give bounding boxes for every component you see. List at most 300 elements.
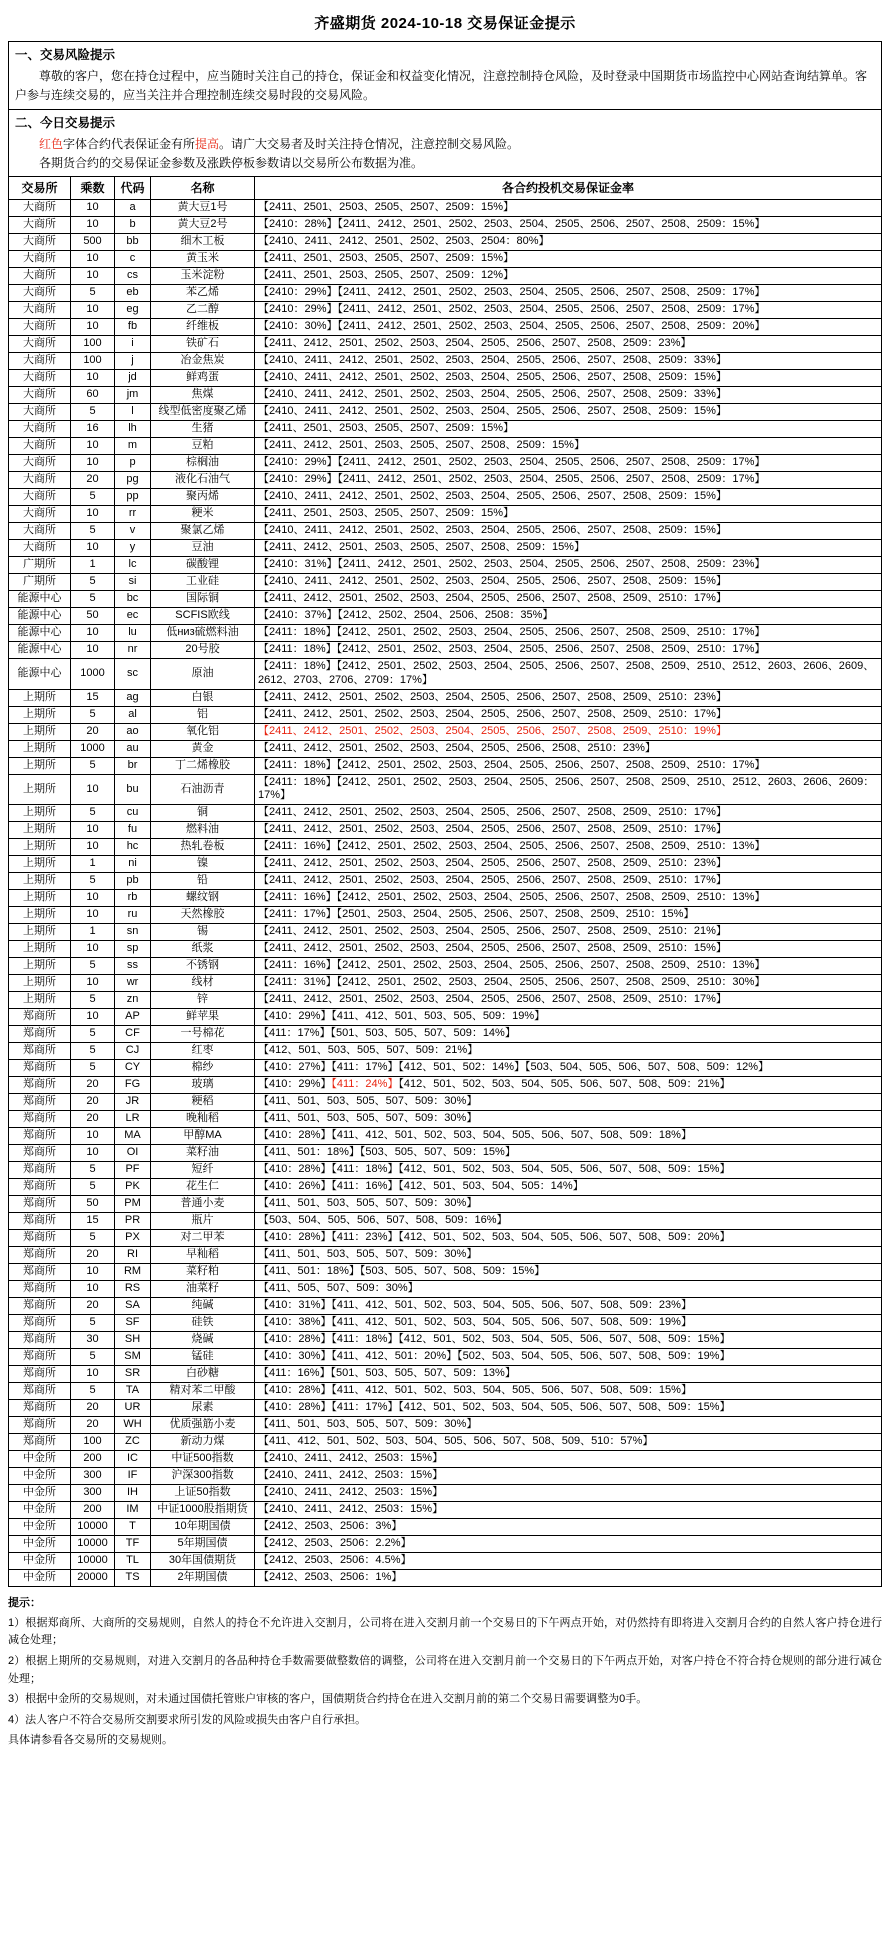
cell-name: 甲醇MA (151, 1128, 255, 1145)
table-row (9, 1264, 882, 1281)
today-notice-mid: 字体合约代表保证金有所 (63, 136, 196, 151)
cell-rate: 【410：30%】【411、412、501：20%】【502、503、504、505、506、507、508、509：19%】 (255, 1349, 882, 1366)
cell-code: ZC (115, 1434, 151, 1451)
cell-rate: 【2411、2412、2501、2502、2503、2504、2505、2506、2507、2508、2509、2510：23%】 (255, 856, 882, 873)
table-row (9, 472, 882, 489)
cell-exchange: 上期所 (9, 740, 71, 757)
cell-multiplier: 10 (71, 1366, 115, 1383)
table-row (9, 370, 882, 387)
cell-multiplier: 15 (71, 689, 115, 706)
cell-name: 新动力煤 (151, 1434, 255, 1451)
cell-code: sn (115, 924, 151, 941)
cell-rate: 【2412、2503、2506：1%】 (255, 1570, 882, 1587)
cell-code: RI (115, 1247, 151, 1264)
cell-rate: 【2410：30%】【2411、2412、2501、2502、2503、2504、2505、2506、2507、2508、2509：20%】 (255, 319, 882, 336)
table-row (9, 574, 882, 591)
cell-code: fb (115, 319, 151, 336)
cell-name: 上证50指数 (151, 1485, 255, 1502)
cell-code: TF (115, 1536, 151, 1553)
table-row (9, 336, 882, 353)
cell-exchange: 上期所 (9, 924, 71, 941)
cell-multiplier: 1000 (71, 740, 115, 757)
footer-notes (8, 1587, 882, 1750)
cell-code: FG (115, 1077, 151, 1094)
cell-name: 原油 (151, 659, 255, 690)
table-row (9, 404, 882, 421)
cell-multiplier: 5 (71, 1162, 115, 1179)
footer-heading: 提示： (8, 1597, 41, 1610)
cell-name: 螺纹钢 (151, 890, 255, 907)
cell-exchange: 大商所 (9, 489, 71, 506)
cell-multiplier: 500 (71, 234, 115, 251)
cell-code: y (115, 540, 151, 557)
cell-exchange: 郑商所 (9, 1417, 71, 1434)
cell-rate: 【2411、2501、2503、2505、2507、2509：15%】 (255, 506, 882, 523)
cell-exchange: 郑商所 (9, 1162, 71, 1179)
cell-code: bu (115, 774, 151, 805)
cell-rate: 【2410、2411、2412、2503：15%】 (255, 1451, 882, 1468)
cell-name: 锡 (151, 924, 255, 941)
cell-rate: 【2411、2501、2503、2505、2507、2509：15%】 (255, 421, 882, 438)
page-title: 齐盛期货 2024-10-18 交易保证金提示 (314, 15, 576, 32)
cell-code: si (115, 574, 151, 591)
cell-name: 沪深300指数 (151, 1468, 255, 1485)
cell-rate: 【2411：18%】【2412、2501、2502、2503、2504、2505、2506、2507、2508、2509、2510、2512、2603、2606、2609、2612、2703、2706、2709：17%】 (255, 659, 882, 690)
cell-code: RS (115, 1281, 151, 1298)
cell-code: AP (115, 1009, 151, 1026)
cell-exchange: 郑商所 (9, 1298, 71, 1315)
cell-code: ec (115, 608, 151, 625)
table-row (9, 506, 882, 523)
table-row (9, 740, 882, 757)
table-row (9, 822, 882, 839)
cell-name: 丁二烯橡胶 (151, 757, 255, 774)
table-row (9, 1502, 882, 1519)
cell-rate: 【411、501、503、505、507、509：30%】 (255, 1417, 882, 1434)
cell-multiplier: 10 (71, 370, 115, 387)
footer-note: 4）法人客户不符合交易所交割要求所引发的风险或损失由客户自行承担。 (8, 1713, 367, 1726)
table-row (9, 285, 882, 302)
cell-multiplier: 10 (71, 455, 115, 472)
cell-exchange: 大商所 (9, 217, 71, 234)
cell-name: 尿素 (151, 1400, 255, 1417)
cell-code: MA (115, 1128, 151, 1145)
cell-name: 棉纱 (151, 1060, 255, 1077)
cell-rate: 【2410：29%】【2411、2412、2501、2502、2503、2504、2505、2506、2507、2508、2509：17%】 (255, 302, 882, 319)
col-rate: 各合约投机交易保证金率 (255, 177, 882, 200)
table-row (9, 1468, 882, 1485)
table-row (9, 1179, 882, 1196)
table-row (9, 1366, 882, 1383)
cell-name: 燃料油 (151, 822, 255, 839)
cell-name: 镍 (151, 856, 255, 873)
cell-multiplier: 10 (71, 642, 115, 659)
cell-exchange: 能源中心 (9, 591, 71, 608)
cell-code: ni (115, 856, 151, 873)
cell-exchange: 上期所 (9, 757, 71, 774)
table-row (9, 723, 882, 740)
table-row (9, 1162, 882, 1179)
cell-multiplier: 5 (71, 757, 115, 774)
cell-rate: 【411、501、503、505、507、509：30%】 (255, 1111, 882, 1128)
cell-exchange: 上期所 (9, 890, 71, 907)
cell-name: 油菜籽 (151, 1281, 255, 1298)
margin-rate-table (8, 176, 882, 1587)
cell-rate: 【2411、2412、2501、2502、2503、2504、2505、2506、2507、2508、2509、2510：17%】 (255, 805, 882, 822)
cell-exchange: 大商所 (9, 251, 71, 268)
table-row (9, 689, 882, 706)
cell-rate: 【2411、2412、2501、2502、2503、2504、2505、2506、2507、2508、2509、2510：17%】 (255, 822, 882, 839)
cell-rate: 【411、501、503、505、507、509：30%】 (255, 1196, 882, 1213)
notice-box (8, 41, 882, 176)
cell-name: 普通小麦 (151, 1196, 255, 1213)
table-row (9, 873, 882, 890)
cell-exchange: 郑商所 (9, 1383, 71, 1400)
cell-rate: 【2411、2412、2501、2502、2503、2504、2505、2506、2507、2508、2509、2510：21%】 (255, 924, 882, 941)
cell-code: fu (115, 822, 151, 839)
today-notice-heading: 二、今日交易提示 (15, 115, 116, 130)
cell-multiplier: 5 (71, 404, 115, 421)
cell-exchange: 广期所 (9, 557, 71, 574)
cell-code: bc (115, 591, 151, 608)
table-row (9, 1417, 882, 1434)
cell-multiplier: 20 (71, 1077, 115, 1094)
cell-exchange: 郑商所 (9, 1281, 71, 1298)
cell-code: j (115, 353, 151, 370)
cell-multiplier: 10 (71, 1281, 115, 1298)
cell-exchange: 郑商所 (9, 1315, 71, 1332)
cell-rate: 【2411、2412、2501、2502、2503、2504、2505、2506、2508、2510：23%】 (255, 740, 882, 757)
table-row (9, 1281, 882, 1298)
cell-rate: 【410：28%】【411、412、501、502、503、504、505、506、507、508、509：18%】 (255, 1128, 882, 1145)
cell-multiplier: 100 (71, 353, 115, 370)
cell-code: p (115, 455, 151, 472)
cell-code: au (115, 740, 151, 757)
table-row (9, 234, 882, 251)
table-row (9, 217, 882, 234)
cell-rate: 【2411、2412、2501、2502、2503、2504、2505、2506、2507、2508、2509、2510：23%】 (255, 689, 882, 706)
cell-name: 豆粕 (151, 438, 255, 455)
cell-rate: 【2410、2411、2412、2503：15%】 (255, 1468, 882, 1485)
cell-code: lc (115, 557, 151, 574)
table-row (9, 625, 882, 642)
cell-name: 2年期国债 (151, 1570, 255, 1587)
cell-multiplier: 5 (71, 1383, 115, 1400)
cell-multiplier: 5 (71, 1026, 115, 1043)
cell-code: ao (115, 723, 151, 740)
cell-code: v (115, 523, 151, 540)
table-row (9, 1451, 882, 1468)
cell-code: pg (115, 472, 151, 489)
cell-rate: 【2411：18%】【2412、2501、2502、2503、2504、2505、2506、2507、2508、2509、2510、2512、2603、2606、2609：17%】 (255, 774, 882, 805)
cell-rate: 【2412、2503、2506：4.5%】 (255, 1553, 882, 1570)
cell-exchange: 郑商所 (9, 1230, 71, 1247)
cell-code: PM (115, 1196, 151, 1213)
cell-exchange: 能源中心 (9, 659, 71, 690)
cell-name: 石油沥青 (151, 774, 255, 805)
cell-code: CJ (115, 1043, 151, 1060)
table-row (9, 523, 882, 540)
cell-multiplier: 5 (71, 992, 115, 1009)
cell-rate: 【2410：28%】【2411、2412、2501、2502、2503、2504、2505、2506、2507、2508、2509：15%】 (255, 217, 882, 234)
col-code: 代码 (115, 177, 151, 200)
table-row (9, 1230, 882, 1247)
cell-multiplier: 1000 (71, 659, 115, 690)
cell-name: 对二甲苯 (151, 1230, 255, 1247)
cell-exchange: 大商所 (9, 472, 71, 489)
table-row (9, 1400, 882, 1417)
cell-name: 不锈钢 (151, 958, 255, 975)
table-row (9, 1553, 882, 1570)
cell-name: 苯乙烯 (151, 285, 255, 302)
cell-exchange: 上期所 (9, 706, 71, 723)
cell-multiplier: 20 (71, 1298, 115, 1315)
cell-multiplier: 10 (71, 217, 115, 234)
cell-name: 白砂糖 (151, 1366, 255, 1383)
footer-note: 2）根据上期所的交易规则，对进入交割月的各品种持仓手数需要做整数倍的调整，公司将在进入交割月前一个交易日的下午两点开始，对客户持仓不符合持仓规则的部分进行减仓处理； (8, 1654, 882, 1685)
cell-name: 铝 (151, 706, 255, 723)
cell-multiplier: 10000 (71, 1553, 115, 1570)
cell-rate: 【410：38%】【411、412、501、502、503、504、505、506、507、508、509：19%】 (255, 1315, 882, 1332)
cell-rate: 【411、505、507、509：30%】 (255, 1281, 882, 1298)
cell-exchange: 大商所 (9, 455, 71, 472)
cell-exchange: 郑商所 (9, 1247, 71, 1264)
cell-name: 硅铁 (151, 1315, 255, 1332)
cell-name: 氧化铝 (151, 723, 255, 740)
cell-exchange: 大商所 (9, 421, 71, 438)
cell-code: rr (115, 506, 151, 523)
cell-multiplier: 50 (71, 608, 115, 625)
table-row (9, 659, 882, 690)
table-row (9, 1213, 882, 1230)
cell-name: 10年期国债 (151, 1519, 255, 1536)
table-row (9, 1332, 882, 1349)
cell-exchange: 大商所 (9, 285, 71, 302)
cell-multiplier: 300 (71, 1468, 115, 1485)
cell-multiplier: 10 (71, 438, 115, 455)
cell-exchange: 郑商所 (9, 1094, 71, 1111)
cell-multiplier: 10 (71, 251, 115, 268)
cell-multiplier: 5 (71, 285, 115, 302)
cell-name: 焦煤 (151, 387, 255, 404)
cell-exchange: 上期所 (9, 941, 71, 958)
cell-rate: 【2410、2411、2412、2501、2502、2503、2504、2505、2506、2507、2508、2509：15%】 (255, 489, 882, 506)
cell-name: 热轧卷板 (151, 839, 255, 856)
cell-multiplier: 5 (71, 1043, 115, 1060)
today-notice-line-1 (15, 135, 875, 154)
cell-rate: 【410：28%】【411：23%】【412、501、502、503、504、505、506、507、508、509：20%】 (255, 1230, 882, 1247)
cell-rate: 【411、501、503、505、507、509：30%】 (255, 1247, 882, 1264)
cell-exchange: 郑商所 (9, 1026, 71, 1043)
cell-rate: 【2410：37%】【2412、2502、2504、2506、2508：35%】 (255, 608, 882, 625)
cell-rate: 【2411、2412、2501、2503、2505、2507、2508、2509：15%】 (255, 438, 882, 455)
cell-name: 低низ硫燃料油 (151, 625, 255, 642)
col-exchange: 交易所 (9, 177, 71, 200)
cell-code: TA (115, 1383, 151, 1400)
cell-multiplier: 10 (71, 839, 115, 856)
cell-exchange: 上期所 (9, 975, 71, 992)
cell-multiplier: 5 (71, 958, 115, 975)
cell-exchange: 郑商所 (9, 1349, 71, 1366)
cell-multiplier: 5 (71, 706, 115, 723)
cell-exchange: 大商所 (9, 523, 71, 540)
cell-rate: 【2410、2411、2412、2501、2502、2503、2504、2505、2506、2507、2508、2509：15%】 (255, 574, 882, 591)
cell-code: eb (115, 285, 151, 302)
cell-code: m (115, 438, 151, 455)
cell-exchange: 能源中心 (9, 608, 71, 625)
cell-exchange: 郑商所 (9, 1111, 71, 1128)
cell-code: ru (115, 907, 151, 924)
cell-name: SCFIS欧线 (151, 608, 255, 625)
cell-name: 优质强筋小麦 (151, 1417, 255, 1434)
cell-exchange: 大商所 (9, 234, 71, 251)
cell-name: 线型低密度聚乙烯 (151, 404, 255, 421)
cell-rate: 【2411：17%】【2501、2503、2504、2505、2506、2507、2508、2509、2510：15%】 (255, 907, 882, 924)
cell-multiplier: 10 (71, 1009, 115, 1026)
cell-name: 黄大豆1号 (151, 200, 255, 217)
table-row (9, 642, 882, 659)
cell-rate: 【2411：18%】【2412、2501、2502、2503、2504、2505、2506、2507、2508、2509、2510：17%】 (255, 625, 882, 642)
cell-rate: 【410：31%】【411、412、501、502、503、504、505、506、507、508、509：23%】 (255, 1298, 882, 1315)
risk-notice-section (9, 42, 881, 109)
cell-multiplier: 10 (71, 774, 115, 805)
cell-rate: 【410：28%】【411：18%】【412、501、502、503、504、505、506、507、508、509：15%】 (255, 1332, 882, 1349)
cell-rate: 【2411：16%】【2412、2501、2502、2503、2504、2505、2506、2507、2508、2509、2510：13%】 (255, 890, 882, 907)
cell-name: 菜籽油 (151, 1145, 255, 1162)
cell-exchange: 郑商所 (9, 1366, 71, 1383)
table-row (9, 438, 882, 455)
cell-exchange: 郑商所 (9, 1179, 71, 1196)
cell-exchange: 郑商所 (9, 1213, 71, 1230)
cell-multiplier: 10 (71, 625, 115, 642)
cell-name: 烧碱 (151, 1332, 255, 1349)
cell-exchange: 郑商所 (9, 1196, 71, 1213)
cell-exchange: 中金所 (9, 1570, 71, 1587)
cell-name: 豆油 (151, 540, 255, 557)
cell-multiplier: 20 (71, 472, 115, 489)
table-row (9, 268, 882, 285)
table-row (9, 924, 882, 941)
cell-multiplier: 10000 (71, 1519, 115, 1536)
cell-multiplier: 100 (71, 336, 115, 353)
cell-rate: 【410：29%】【411、412、501、503、505、509：19%】 (255, 1009, 882, 1026)
cell-code: i (115, 336, 151, 353)
cell-multiplier: 20 (71, 1247, 115, 1264)
cell-code: jm (115, 387, 151, 404)
cell-multiplier: 20 (71, 1417, 115, 1434)
table-row (9, 1111, 882, 1128)
cell-exchange: 郑商所 (9, 1060, 71, 1077)
cell-name: 鲜苹果 (151, 1009, 255, 1026)
cell-multiplier: 5 (71, 1060, 115, 1077)
cell-code: OI (115, 1145, 151, 1162)
cell-name: 工业硅 (151, 574, 255, 591)
cell-multiplier: 16 (71, 421, 115, 438)
cell-name: 天然橡胶 (151, 907, 255, 924)
cell-multiplier: 5 (71, 574, 115, 591)
table-row (9, 353, 882, 370)
cell-code: TS (115, 1570, 151, 1587)
table-row (9, 557, 882, 574)
cell-name: 纸浆 (151, 941, 255, 958)
cell-code: SA (115, 1298, 151, 1315)
cell-exchange: 上期所 (9, 992, 71, 1009)
cell-multiplier: 5 (71, 489, 115, 506)
cell-rate: 【2412、2503、2506：3%】 (255, 1519, 882, 1536)
cell-code: T (115, 1519, 151, 1536)
cell-rate: 【411：17%】【501、503、505、507、509：14%】 (255, 1026, 882, 1043)
cell-code: sp (115, 941, 151, 958)
risk-notice-body: 尊敬的客户，您在持仓过程中，应当随时关注自己的持仓，保证金和权益变化情况，注意控制持仓风险，及时登录中国期货市场监控中心网站查询结算单。客户参与连续交易的，应当关注并合理控制连续交易时段的交易风险。 (15, 69, 868, 102)
cell-rate: 【410：28%】【411：17%】【412、501、502、503、504、505、506、507、508、509：15%】 (255, 1400, 882, 1417)
footer-note: 1）根据郑商所、大商所的交易规则，自然人的持仓不允许进入交割月，公司将在进入交割月前一个交易日的下午两点开始，对仍然持有即将进入交割月合约的自然人客户持仓进行减仓处理； (8, 1616, 882, 1647)
table-row (9, 1349, 882, 1366)
table-row (9, 1077, 882, 1094)
cell-rate: 【2411：18%】【2412、2501、2502、2503、2504、2505、2506、2507、2508、2509、2510：17%】 (255, 757, 882, 774)
cell-multiplier: 20 (71, 1111, 115, 1128)
cell-multiplier: 5 (71, 805, 115, 822)
cell-multiplier: 10 (71, 540, 115, 557)
cell-rate: 【2411、2501、2503、2505、2507、2509：15%】 (255, 251, 882, 268)
cell-multiplier: 300 (71, 1485, 115, 1502)
table-row (9, 856, 882, 873)
cell-code: IF (115, 1468, 151, 1485)
cell-rate: 【410：29%】【411：24%】【412、501、502、503、504、505、506、507、508、509：21%】 (255, 1077, 882, 1094)
cell-code: ss (115, 958, 151, 975)
cell-code: PR (115, 1213, 151, 1230)
cell-name: 聚氯乙烯 (151, 523, 255, 540)
cell-code: SM (115, 1349, 151, 1366)
table-row (9, 839, 882, 856)
cell-rate: 【2410、2411、2412、2501、2502、2503、2504、2505、2506、2507、2508、2509：33%】 (255, 353, 882, 370)
cell-code: hc (115, 839, 151, 856)
cell-exchange: 上期所 (9, 839, 71, 856)
cell-code: CF (115, 1026, 151, 1043)
table-row (9, 540, 882, 557)
table-row (9, 958, 882, 975)
cell-code: UR (115, 1400, 151, 1417)
cell-name: 生猪 (151, 421, 255, 438)
cell-exchange: 广期所 (9, 574, 71, 591)
cell-rate: 【2410：31%】【2411、2412、2501、2502、2503、2504、2505、2506、2507、2508、2509：23%】 (255, 557, 882, 574)
cell-rate: 【410：27%】【411：17%】【412、501、502：14%】【503、504、505、506、507、508、509：12%】 (255, 1060, 882, 1077)
cell-rate: 【2411、2412、2501、2502、2503、2504、2505、2506、2507、2508、2509、2510：19%】 (255, 723, 882, 740)
cell-rate: 【411、501：18%】【503、505、507、508、509：15%】 (255, 1264, 882, 1281)
cell-code: SH (115, 1332, 151, 1349)
cell-multiplier: 5 (71, 1230, 115, 1247)
cell-rate: 【2411、2412、2501、2502、2503、2504、2505、2506、2507、2508、2509、2510：17%】 (255, 591, 882, 608)
cell-code: pb (115, 873, 151, 890)
cell-multiplier: 20 (71, 1400, 115, 1417)
cell-exchange: 大商所 (9, 506, 71, 523)
cell-multiplier: 50 (71, 1196, 115, 1213)
cell-exchange: 大商所 (9, 302, 71, 319)
cell-exchange: 中金所 (9, 1485, 71, 1502)
cell-code: wr (115, 975, 151, 992)
risk-notice-heading: 一、交易风险提示 (15, 48, 116, 62)
cell-exchange: 中金所 (9, 1519, 71, 1536)
cell-multiplier: 5 (71, 523, 115, 540)
cell-code: PX (115, 1230, 151, 1247)
cell-multiplier: 10 (71, 975, 115, 992)
cell-code: sc (115, 659, 151, 690)
cell-exchange: 郑商所 (9, 1077, 71, 1094)
cell-code: cu (115, 805, 151, 822)
table-row (9, 1247, 882, 1264)
cell-exchange: 中金所 (9, 1536, 71, 1553)
cell-code: RM (115, 1264, 151, 1281)
cell-code: TL (115, 1553, 151, 1570)
